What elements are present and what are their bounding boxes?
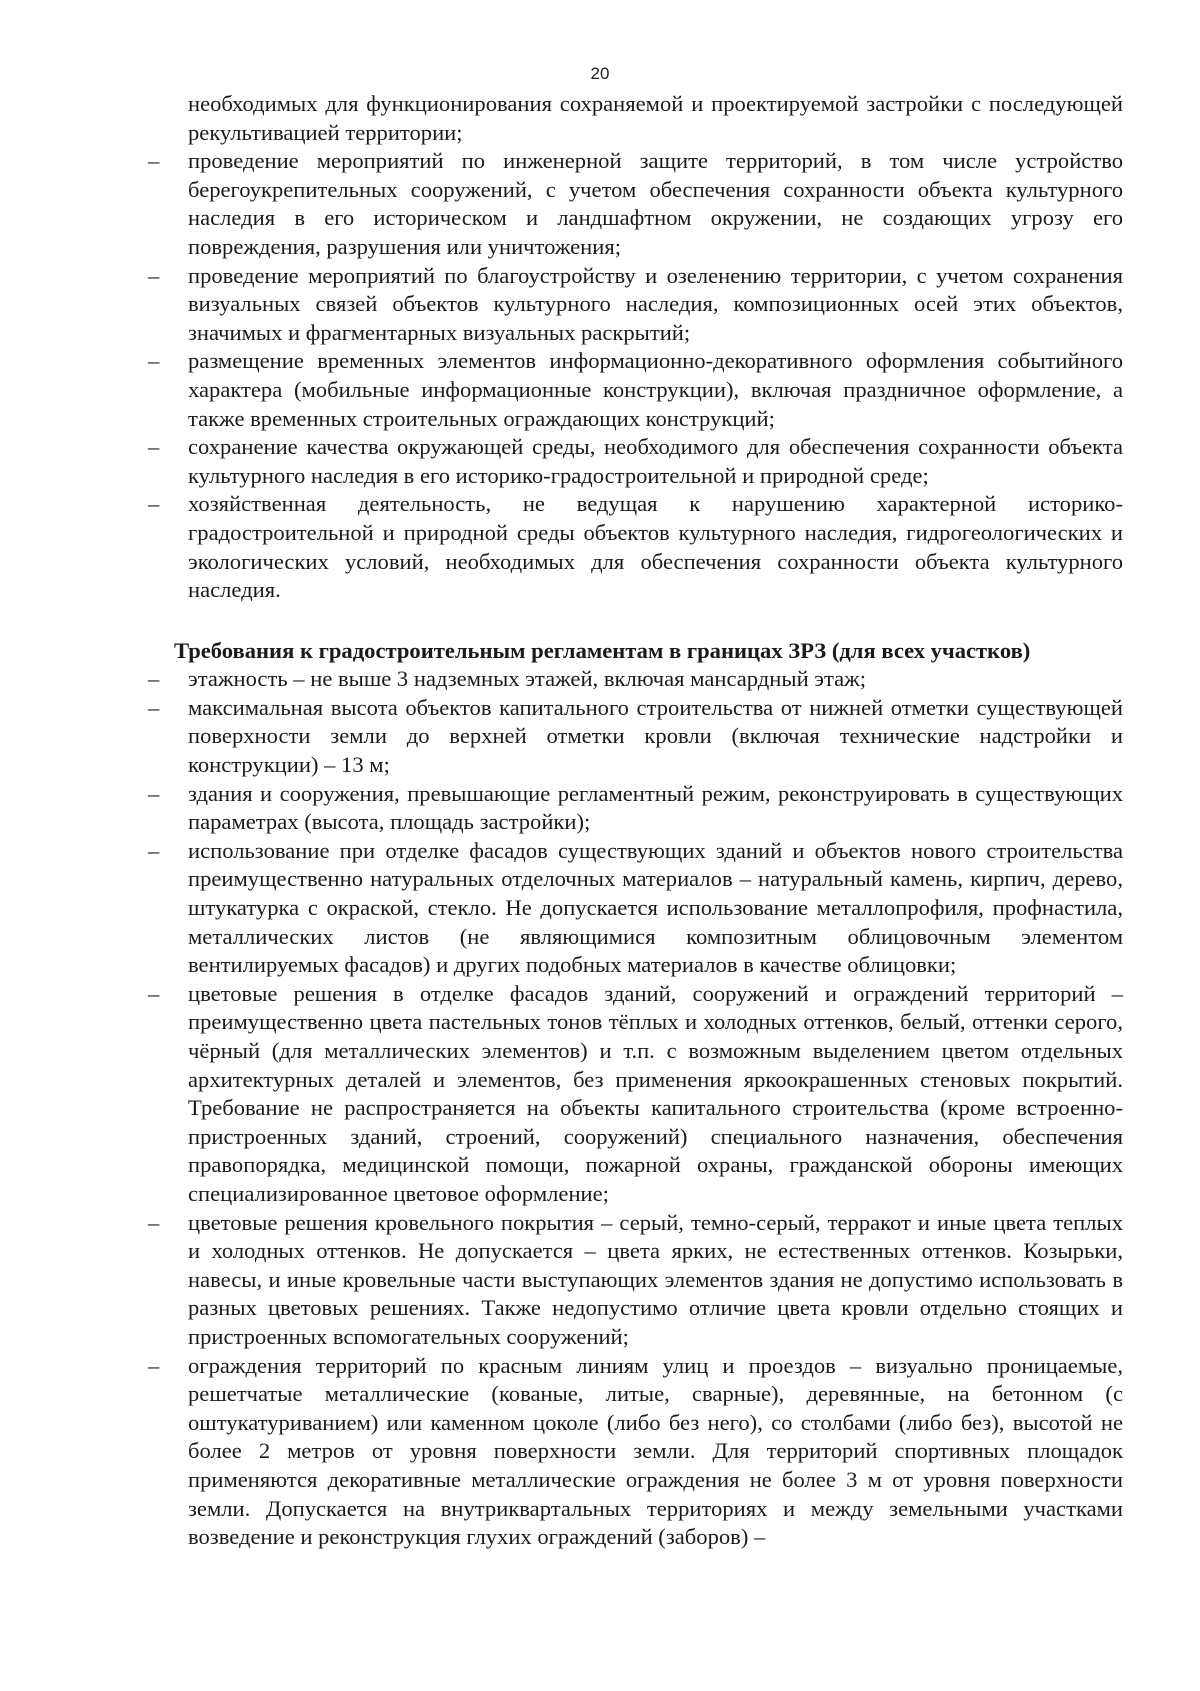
bullet-dash: – [148,1209,160,1235]
bullet-dash: – [148,434,160,460]
bullet-dash: – [148,980,160,1006]
list-item-text: цветовые решения кровельного покрытия – серый, темно-серый, терракот и иные цвета теплых и холодных оттенков. Не допускается – цвета ярких, не естественных оттенков. Козырьки, навесы, и иные кровельные части выступающих элементов здания не допустимо использовать в разных цветовых решениях. Также недопустимо отличие цвета кровли отдельно стоящих и пристроенных вспомогательных сооружений; [188,1209,1123,1349]
list-item-text: размещение временных элементов информационно-декоративного оформления событийного характера (мобильные информационные конструкции), включая праздничное оформление, а также временных строительных ограждающих конструкций; [188,348,1123,431]
list-item [148,1352,1123,1552]
bullet-dash: – [148,1352,160,1378]
list-item-text: использование при отделке фасадов существующих зданий и объектов нового строительства преимущественно натуральных отделочных материалов – натуральный камень, кирпич, дерево, штукатурка с окраской, стекло. Не допускается использование металлопрофиля, профнастила, металлических листов (не являющимися композитным облицовочным элементом вентилируемых фасадов) и других подобных материалов в качестве облицовки; [188,837,1123,978]
list-item [148,837,1123,980]
list-item-text: ограждения территорий по красным линиям улиц и проездов – визуально проницаемые, решетчатые металлические (кованые, литые, сварные), деревянные, на бетонном (с оштукатуриванием) или каменном цоколе (либо без него), со столбами (либо без), высотой не более 2 метров от уровня поверхности земли. Для территорий спортивных площадок применяются декоративные металлические ограждения не более 3 м от уровня поверхности земли. Допускается на внутриквартальных территориях и между земельными участками возведение и реконструкция глухих ограждений (заборов) – [188,1352,1123,1550]
document-body [148,90,1123,1552]
bullet-dash: – [148,348,160,374]
list-item-text: проведение мероприятий по благоустройству и озеленению территории, с учетом сохранения визуальных связей объектов культурного наследия, композиционных осей этих объектов, значимых и фрагментарных визуальных раскрытий; [188,262,1123,345]
list-item [148,147,1123,261]
bullet-dash: – [148,837,160,863]
list-item [148,780,1123,837]
list-item-text: хозяйственная деятельность, не ведущая к нарушению характерной историко-градостроительной и природной среды объектов культурного наследия, гидрогеологических и экологических условий, необходимых для обеспечения сохранности объекта культурного наследия. [188,491,1123,603]
list-item [148,262,1123,348]
bullet-dash: – [148,148,160,174]
list-item-text: здания и сооружения, превышающие регламентный режим, реконструировать в существующих параметрах (высота, площадь застройки); [188,780,1123,835]
bullet-dash: – [148,262,160,288]
list-permitted-activities [148,147,1123,605]
page-number: 20 [590,64,610,83]
list-item-text: сохранение качества окружающей среды, необходимого для обеспечения сохранности объекта культурного наследия в его историко-градостроительной и природной среде; [188,434,1123,488]
list-item [148,490,1123,604]
intro-continuation: необходимых для функционирования сохраняемой и проектируемой застройки с последующей рекультивацией территории; [188,91,1123,145]
bullet-dash: – [148,491,160,517]
list-item-text: максимальная высота объектов капитального строительства от нижней отметки существующей поверхности земли до верхней отметки кровли (включая технические надстройки и конструкции) – 13 м; [188,694,1123,778]
list-item-text: этажность – не выше 3 надземных этажей, включая мансардный этаж; [188,666,867,692]
bullet-dash: – [148,666,160,692]
bullet-dash: – [148,694,160,720]
list-item [148,433,1123,490]
list-item [148,1209,1123,1352]
section-heading: Требования к градостроительным регламентам в границах ЗРЗ (для всех участков) [174,637,1031,663]
list-item [148,665,1123,694]
list-item-text: цветовые решения в отделке фасадов зданий, сооружений и ограждений территорий – преимущественно цвета пастельных тонов тёплых и холодных оттенков, белый, оттенки серого, чёрный (для металлических элементов) и т.п. с возможным выделением цветом отдельных архитектурных деталей и элементов, без применения яркоокрашенных стеновых покрытий. Требование не распространяется на объекты капитального строительства (кроме встроенно-пристроенных зданий, строений, сооружений) специального назначения, обеспечения правопорядка, медицинской помощи, пожарной охраны, гражданской обороны имеющих специализированное цветовое оформление; [188,980,1123,1206]
list-item [148,694,1123,780]
list-item [148,347,1123,433]
list-item-text: проведение мероприятий по инженерной защите территорий, в том числе устройство берегоукрепительных сооружений, с учетом обеспечения сохранности объекта культурного наследия в его историческом и ландшафтном окружении, не создающих угрозу его повреждения, разрушения или уничтожения; [188,148,1123,259]
list-item [148,980,1123,1209]
list-zrz-requirements [148,665,1123,1551]
bullet-dash: – [148,780,160,806]
